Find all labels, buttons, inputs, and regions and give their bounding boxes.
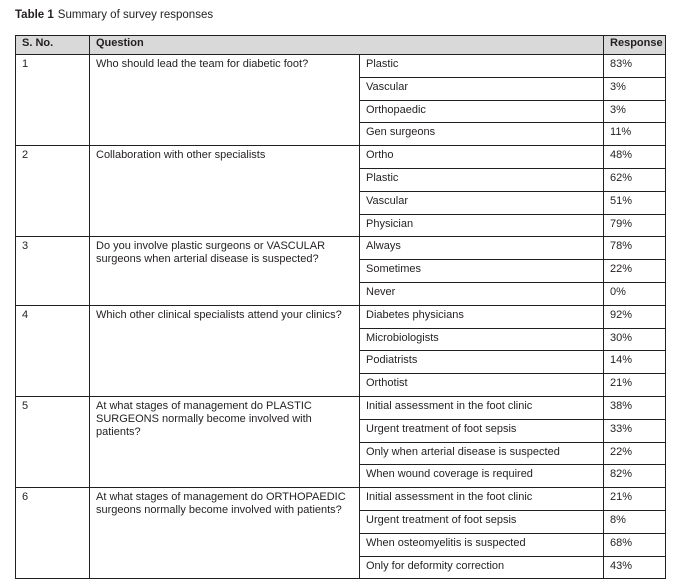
answer-option-cell: Gen surgeons [360, 123, 604, 146]
serial-number-cell: 1 [16, 55, 90, 146]
response-percent-cell: 3% [604, 77, 666, 100]
response-percent-cell: 62% [604, 168, 666, 191]
table-row [16, 305, 666, 328]
answer-option-cell: Initial assessment in the foot clinic [360, 488, 604, 511]
answer-option-cell: Ortho [360, 146, 604, 169]
response-percent-cell: 78% [604, 237, 666, 260]
response-percent-cell: 43% [604, 556, 666, 579]
serial-number-cell: 5 [16, 396, 90, 487]
response-percent-cell: 11% [604, 123, 666, 146]
table-row [16, 237, 666, 260]
answer-option-cell: Microbiologists [360, 328, 604, 351]
response-percent-cell: 38% [604, 396, 666, 419]
question-cell: Collaboration with other specialists [90, 146, 360, 237]
response-percent-cell: 30% [604, 328, 666, 351]
answer-option-cell: Sometimes [360, 260, 604, 283]
serial-number-cell: 4 [16, 305, 90, 396]
table-caption-label: Table 1 [15, 9, 54, 21]
response-percent-cell: 22% [604, 260, 666, 283]
table-caption-text: Summary of survey responses [57, 9, 214, 21]
table-row [16, 55, 666, 78]
table-caption [15, 7, 213, 23]
response-percent-cell: 3% [604, 100, 666, 123]
answer-option-cell: Never [360, 282, 604, 305]
response-percent-cell: 8% [604, 510, 666, 533]
table-row [16, 396, 666, 419]
answer-option-cell: Vascular [360, 191, 604, 214]
answer-option-cell: When osteomyelitis is suspected [360, 533, 604, 556]
response-percent-cell: 21% [604, 374, 666, 397]
answer-option-cell: Always [360, 237, 604, 260]
answer-option-cell: Orthopaedic [360, 100, 604, 123]
table-row [16, 488, 666, 511]
table-body [16, 55, 666, 579]
response-percent-cell: 68% [604, 533, 666, 556]
question-cell: Who should lead the team for diabetic foot? [90, 55, 360, 146]
answer-option-cell: Initial assessment in the foot clinic [360, 396, 604, 419]
header-question: Question [90, 36, 604, 55]
answer-option-cell: Orthotist [360, 374, 604, 397]
response-percent-cell: 51% [604, 191, 666, 214]
response-percent-cell: 83% [604, 55, 666, 78]
answer-option-cell: Diabetes physicians [360, 305, 604, 328]
survey-table [15, 35, 666, 579]
question-cell: At what stages of management do PLASTIC SURGEONS normally become involved with patients? [90, 396, 360, 487]
question-cell: Which other clinical specialists attend your clinics? [90, 305, 360, 396]
response-percent-cell: 82% [604, 465, 666, 488]
serial-number-cell: 3 [16, 237, 90, 305]
header-sno: S. No. [16, 36, 90, 55]
answer-option-cell: Only for deformity correction [360, 556, 604, 579]
response-percent-cell: 22% [604, 442, 666, 465]
answer-option-cell: Plastic [360, 55, 604, 78]
response-percent-cell: 48% [604, 146, 666, 169]
response-percent-cell: 92% [604, 305, 666, 328]
response-percent-cell: 21% [604, 488, 666, 511]
serial-number-cell: 6 [16, 488, 90, 579]
answer-option-cell: Physician [360, 214, 604, 237]
answer-option-cell: Urgent treatment of foot sepsis [360, 510, 604, 533]
answer-option-cell: When wound coverage is required [360, 465, 604, 488]
answer-option-cell: Urgent treatment of foot sepsis [360, 419, 604, 442]
answer-option-cell: Podiatrists [360, 351, 604, 374]
response-percent-cell: 0% [604, 282, 666, 305]
header-response: Response [604, 36, 666, 55]
response-percent-cell: 14% [604, 351, 666, 374]
table-row [16, 146, 666, 169]
question-cell: At what stages of management do ORTHOPAEDIC surgeons normally become involved with patients? [90, 488, 360, 579]
answer-option-cell: Plastic [360, 168, 604, 191]
serial-number-cell: 2 [16, 146, 90, 237]
response-percent-cell: 79% [604, 214, 666, 237]
answer-option-cell: Vascular [360, 77, 604, 100]
question-cell: Do you involve plastic surgeons or VASCULAR surgeons when arterial disease is suspected? [90, 237, 360, 305]
answer-option-cell: Only when arterial disease is suspected [360, 442, 604, 465]
response-percent-cell: 33% [604, 419, 666, 442]
table-header-row [16, 36, 666, 55]
